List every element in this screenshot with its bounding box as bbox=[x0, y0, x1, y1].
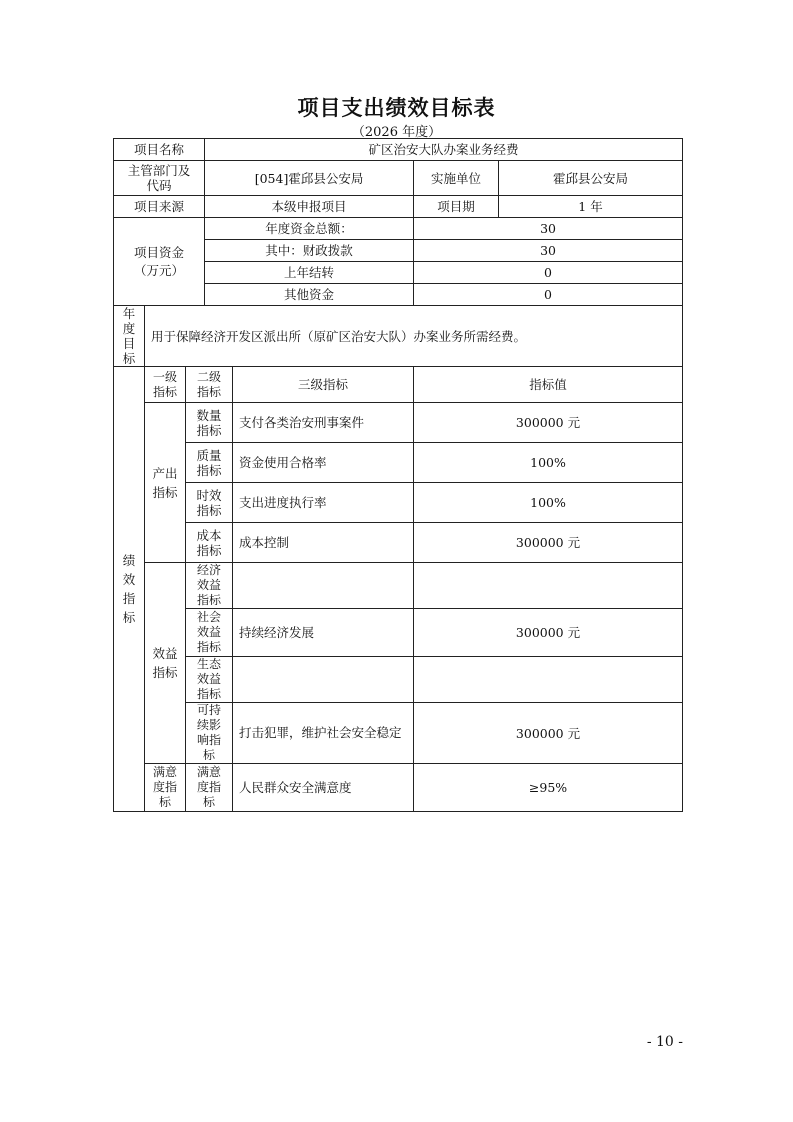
project-source-value: 本级申报项目 bbox=[205, 196, 414, 218]
table-row bbox=[114, 403, 683, 443]
benefit-social-label: 社会效益指标 bbox=[186, 609, 233, 657]
annual-goal-text: 用于保障经济开发区派出所（原矿区治安大队）办案业务所需经费。 bbox=[145, 306, 683, 367]
department-value: [054]霍邱县公安局 bbox=[205, 161, 414, 196]
table-row bbox=[114, 523, 683, 563]
project-name-value: 矿区治安大队办案业务经费 bbox=[205, 139, 683, 161]
performance-indicators-label: 绩效指标 bbox=[114, 367, 145, 812]
output-cost-level3: 成本控制 bbox=[233, 523, 414, 563]
project-name-label: 项目名称 bbox=[114, 139, 205, 161]
output-indicators-label: 产出指标 bbox=[145, 403, 186, 563]
satisfaction-indicators-label: 满意度指标 bbox=[145, 764, 186, 812]
funds-other-label: 其他资金 bbox=[205, 284, 414, 306]
satisfaction-level2-label: 满意度指标 bbox=[186, 764, 233, 812]
row-annual-goal bbox=[114, 306, 683, 367]
header-value: 指标值 bbox=[414, 367, 683, 403]
benefit-sustainable-level3: 打击犯罪，维护社会安全稳定 bbox=[233, 703, 414, 764]
header-level2: 二级指标 bbox=[186, 367, 233, 403]
funds-other-value: 0 bbox=[414, 284, 683, 306]
funds-carryover-value: 0 bbox=[414, 262, 683, 284]
output-timeliness-level3: 支出进度执行率 bbox=[233, 483, 414, 523]
benefit-sustainable-value: 300000 元 bbox=[414, 703, 683, 764]
page-number: - 10 - bbox=[646, 1034, 683, 1050]
impl-unit-value: 霍邱县公安局 bbox=[499, 161, 683, 196]
output-timeliness-label: 时效指标 bbox=[186, 483, 233, 523]
table-row bbox=[114, 443, 683, 483]
table-row bbox=[114, 563, 683, 609]
benefit-ecological-level3 bbox=[233, 657, 414, 703]
funds-carryover-label: 上年结转 bbox=[205, 262, 414, 284]
output-cost-value: 300000 元 bbox=[414, 523, 683, 563]
benefit-social-level3: 持续经济发展 bbox=[233, 609, 414, 657]
document-title: 项目支出绩效目标表 bbox=[297, 95, 496, 120]
output-quality-label: 质量指标 bbox=[186, 443, 233, 483]
document-subtitle: （2026 年度） bbox=[351, 125, 442, 140]
benefit-ecological-label: 生态效益指标 bbox=[186, 657, 233, 703]
project-period-label: 项目期 bbox=[414, 196, 499, 218]
row-source bbox=[114, 196, 683, 218]
table-row bbox=[114, 764, 683, 812]
table-row bbox=[114, 483, 683, 523]
output-quantity-label: 数量指标 bbox=[186, 403, 233, 443]
table-row bbox=[114, 609, 683, 657]
department-label: 主管部门及代码 bbox=[114, 161, 205, 196]
benefit-economic-level3 bbox=[233, 563, 414, 609]
annual-goal-label: 年度目标 bbox=[114, 306, 145, 367]
funds-total-label: 年度资金总额： bbox=[205, 218, 414, 240]
performance-goal-table bbox=[113, 138, 683, 812]
output-cost-label: 成本指标 bbox=[186, 523, 233, 563]
benefit-social-value: 300000 元 bbox=[414, 609, 683, 657]
project-source-label: 项目来源 bbox=[114, 196, 205, 218]
impl-unit-label: 实施单位 bbox=[414, 161, 499, 196]
table-row bbox=[114, 703, 683, 764]
funds-fiscal-value: 30 bbox=[414, 240, 683, 262]
row-indicator-headers bbox=[114, 367, 683, 403]
row-project-name bbox=[114, 139, 683, 161]
header-level1: 一级指标 bbox=[145, 367, 186, 403]
project-funds-label: 项目资金（万元） bbox=[114, 218, 205, 306]
row-funds-total bbox=[114, 218, 683, 240]
output-quality-level3: 资金使用合格率 bbox=[233, 443, 414, 483]
benefit-ecological-value bbox=[414, 657, 683, 703]
table-row bbox=[114, 657, 683, 703]
benefit-economic-value bbox=[414, 563, 683, 609]
output-quantity-level3: 支付各类治安刑事案件 bbox=[233, 403, 414, 443]
benefit-economic-label: 经济效益指标 bbox=[186, 563, 233, 609]
header-level3: 三级指标 bbox=[233, 367, 414, 403]
output-timeliness-value: 100% bbox=[414, 483, 683, 523]
satisfaction-value: ≥95% bbox=[414, 764, 683, 812]
benefit-indicators-label: 效益指标 bbox=[145, 563, 186, 764]
benefit-sustainable-label: 可持续影响指标 bbox=[186, 703, 233, 764]
funds-total-value: 30 bbox=[414, 218, 683, 240]
project-period-value: 1 年 bbox=[499, 196, 683, 218]
satisfaction-level3: 人民群众安全满意度 bbox=[233, 764, 414, 812]
funds-fiscal-label: 其中：财政拨款 bbox=[205, 240, 414, 262]
output-quantity-value: 300000 元 bbox=[414, 403, 683, 443]
output-quality-value: 100% bbox=[414, 443, 683, 483]
row-department bbox=[114, 161, 683, 196]
